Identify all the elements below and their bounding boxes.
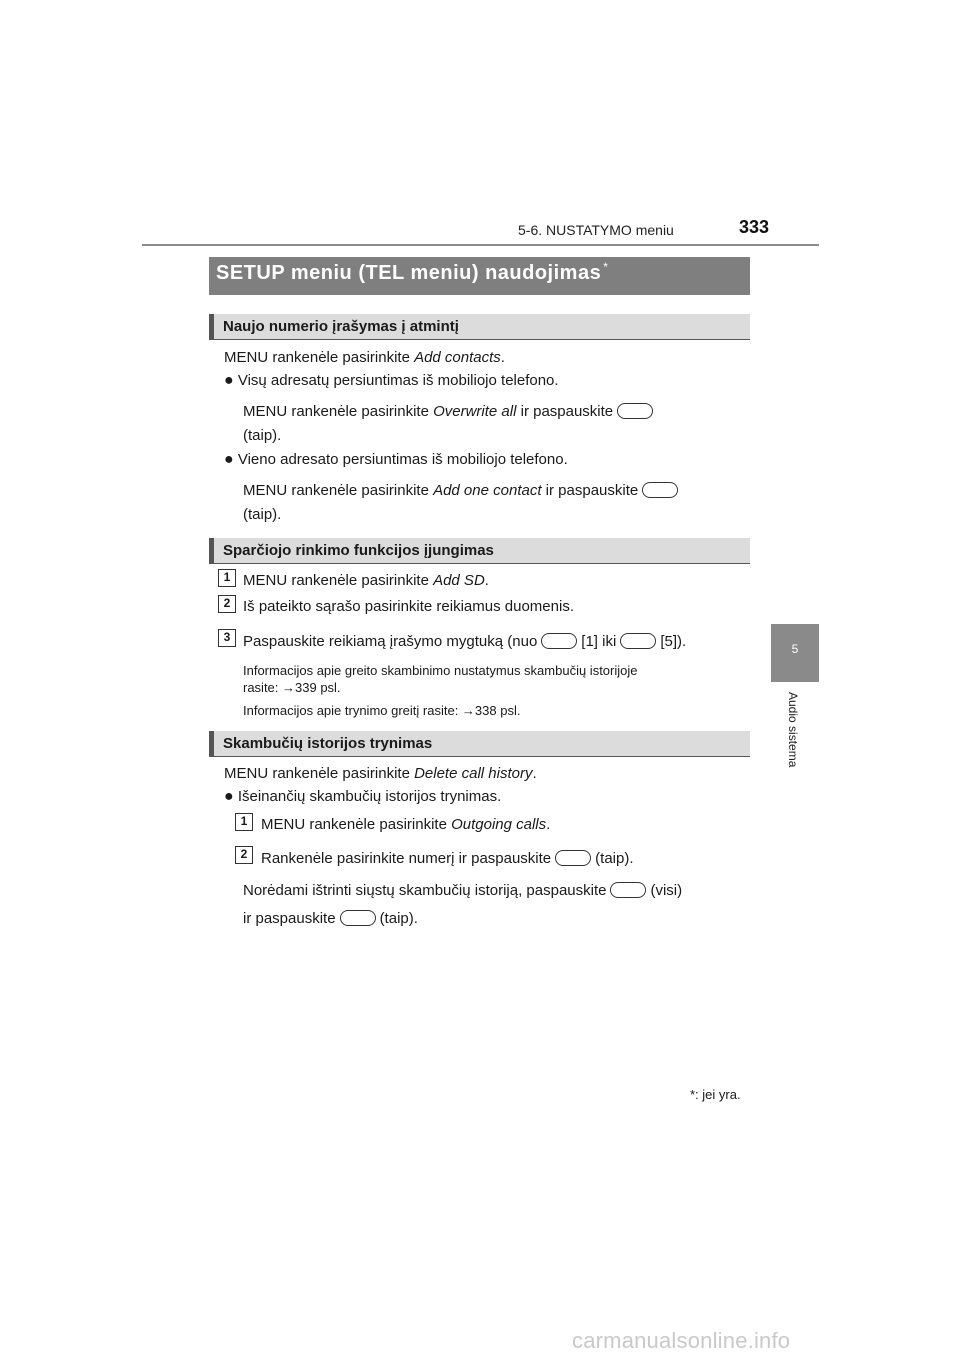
s3-intro: MENU rankenėle pasirinkite Delete call history.	[224, 765, 537, 782]
step-number-1: 1	[235, 813, 253, 831]
s3-line2: ir paspauskite (taip).	[243, 910, 418, 927]
header-rule	[142, 244, 819, 246]
s2-step2: Iš pateikto sąrašo pasirinkite reikiamus duomenis.	[243, 598, 574, 615]
running-header-section: 5-6. NUSTATYMO meniu	[518, 222, 674, 238]
section-heading-bar	[209, 314, 750, 340]
s2-step3: Paspauskite reikiamą įrašymo mygtuką (nuo [1] iki [5]).	[243, 633, 687, 650]
page-title: SETUP meniu (TEL meniu) naudojimas *	[216, 260, 609, 284]
step-number-3: 3	[218, 629, 236, 647]
step-number-2: 2	[235, 846, 253, 864]
section-heading: Naujo numerio įrašymas į atmintį	[223, 318, 459, 335]
s2-note2: Informacijos apie trynimo greitį rasite: →338 psl.	[243, 703, 521, 718]
title-asterisk: *	[603, 260, 609, 274]
s2-step1: MENU rankenėle pasirinkite Add SD.	[243, 572, 489, 589]
s1-b1-line1: MENU rankenėle pasirinkite Overwrite all ir paspauskite	[243, 403, 657, 420]
yes-button-icon	[340, 910, 376, 926]
footnote: *: jei yra.	[690, 1087, 741, 1102]
s3-line1: Norėdami ištrinti siųstų skambučių istoriją, paspauskite (visi)	[243, 882, 683, 899]
page-number: 333	[739, 217, 770, 237]
section-heading: Skambučių istorijos trynimas	[223, 735, 433, 752]
s1-bullet-1: ● Visų adresatų persiuntimas iš mobiliojo telefono.	[224, 372, 559, 389]
preset-button-icon	[541, 633, 577, 649]
all-button-icon	[610, 882, 646, 898]
s1-bullet-2: ● Vieno adresato persiuntimas iš mobiliojo telefono.	[224, 451, 568, 468]
s3-step1: MENU rankenėle pasirinkite Outgoing calls.	[261, 816, 551, 833]
preset-button-icon	[620, 633, 656, 649]
chapter-tab: 5	[771, 624, 819, 682]
s3-step2: Rankenėle pasirinkite numerį ir paspauskite (taip).	[261, 850, 634, 867]
step-number-1: 1	[218, 569, 236, 587]
section-heading: Sparčiojo rinkimo funkcijos įjungimas	[223, 542, 494, 559]
yes-button-icon	[642, 482, 678, 498]
chapter-label: Audio sistema	[786, 692, 800, 768]
s1-b1-line2: (taip).	[243, 427, 282, 444]
step-number-2: 2	[218, 595, 236, 613]
yes-button-icon	[617, 403, 653, 419]
s2-note1-line2: rasite: →339 psl.	[243, 680, 341, 695]
s2-note1-line1: Informacijos apie greito skambinimo nustatymus skambučių istorijoje	[243, 663, 638, 678]
s1-b2-line2: (taip).	[243, 506, 282, 523]
section-heading-bar	[209, 538, 750, 564]
section-heading-bar	[209, 731, 750, 757]
s1-b2-line1: MENU rankenėle pasirinkite Add one contact ir paspauskite	[243, 482, 682, 499]
s3-bullet-1: ● Išeinančių skambučių istorijos trynimas.	[224, 788, 502, 805]
yes-button-icon	[555, 850, 591, 866]
watermark: carmanualsonline.info	[572, 1328, 791, 1353]
s1-intro: MENU rankenėle pasirinkite Add contacts.	[224, 349, 505, 366]
